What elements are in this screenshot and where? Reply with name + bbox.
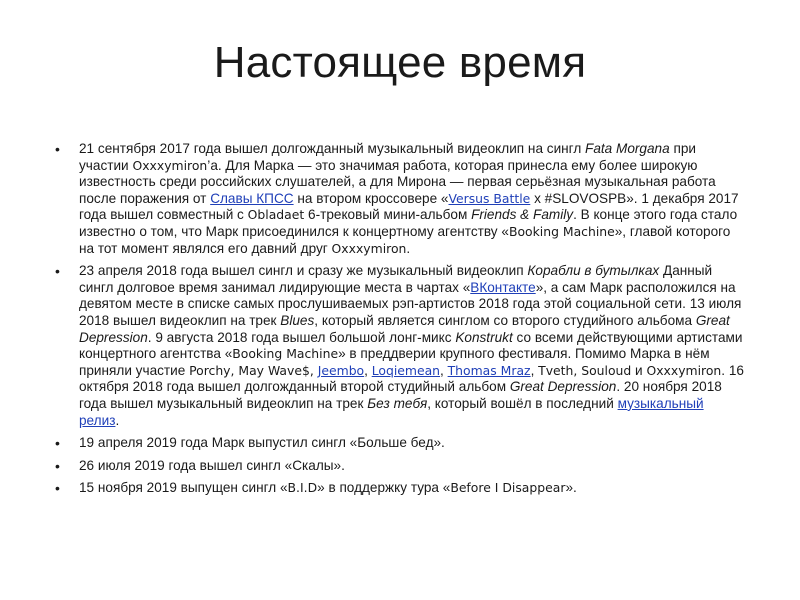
bullet-text: » в поддержку тура « (317, 480, 451, 496)
bullet-text: . 20 ноября 2018 года вышел музыкальный видеоклип на трек (79, 379, 722, 411)
bullet-text: , (440, 362, 448, 378)
link-jeembo[interactable]: Jeembo (317, 362, 365, 378)
bullet-2018 (55, 263, 745, 429)
track-title: Без тебя (367, 395, 428, 411)
bullet-text: . (406, 240, 411, 256)
bullet-text: » в преддверии крупного фестиваля. Помимо Марка в нём приняли участие (79, 346, 710, 378)
bullet-text: 6-трековый мини-альбом (304, 207, 472, 223)
tour-title: Before I Disappear (450, 480, 566, 496)
bullet-text: Данный сингл долговое время занимал лидирующие места в чартах « (79, 263, 713, 295)
artist-name: Oxxxymiron (646, 362, 722, 378)
bullet-list (55, 141, 745, 503)
bullet-text: ’а. Для Марка — это значимая работа, которая принесла ему более широкую известность среди российских слушателей, а для Мирона — первая серьёзная музыкальная работа после поражения от (79, 157, 716, 206)
bullet-text: , который является синглом со второго студийного альбома (314, 312, 696, 328)
single-title: B.I.D (287, 480, 318, 496)
agency-name: Booking Machine (508, 223, 615, 239)
track-title: Blues (280, 312, 315, 328)
artist-name: Tveth, Souloud (538, 362, 632, 378)
bullet-text: . (115, 412, 120, 428)
bullet-text: . 16 октября 2018 года вышел долгожданный второй студийный альбом (79, 362, 744, 395)
bullet-text: , (364, 362, 372, 378)
bullet-apr-2019: • 19 апреля 2019 года Марк выпустил сингл «Больше бед». (55, 435, 745, 452)
bullet-text: ». (565, 480, 577, 496)
artist-name: Obladaet (247, 207, 305, 223)
slide-title: Настоящее время (213, 38, 587, 87)
link-versus-battle[interactable]: Versus Battle (448, 190, 531, 206)
link-vkontakte[interactable]: ВКонтакте (470, 279, 536, 295)
bullet-text: », а сам Марк расположился на девятом месте в списке самых прослушиваемых рэп-артистов 2018 года этой социальной сети. 13 июля 2018 вышел видеоклип на трек (79, 279, 742, 328)
bullet-text: при участии (79, 141, 696, 173)
bullet-text: . В конце этого года стало известно о том, что Марк присоединился к концертному агентству « (79, 207, 738, 239)
bullet-text: 21 сентября 2017 года вышел долгожданный музыкальный видеоклип на сингл (79, 141, 586, 156)
artist-name: Oxxxymiron (132, 157, 208, 173)
bullet-jul-2019: • 26 июля 2019 года вышел сингл «Скалы». (55, 458, 745, 475)
bullet-text: , (530, 362, 539, 378)
single-title: Корабли в бутылках (527, 263, 660, 279)
bullet-text: », главой которого на тот момент являлся его давний друг (79, 223, 731, 256)
album-title: Friends & Family (471, 207, 574, 223)
link-loqiemean[interactable]: Loqiemean (371, 362, 441, 378)
bullet-nov-2019 (55, 480, 745, 497)
artist-name: Oxxxymiron (331, 240, 407, 256)
agency-name: Booking Machine (232, 346, 339, 362)
bullet-text: и (631, 362, 647, 378)
track-title: Konstrukt (455, 329, 513, 345)
bullet-text: x #SLOVOSPB». 1 декабря 2017 года вышел совместный с (79, 190, 739, 223)
link-thomas-mraz[interactable]: Thomas Mraz (447, 362, 531, 378)
link-slava-kpss[interactable]: Славы КПСС (210, 190, 294, 206)
bullet-text: , который вошёл в последний (427, 395, 618, 411)
bullet-text: 23 апреля 2018 года вышел сингл и сразу же музыкальный видеоклип (79, 263, 528, 279)
single-title: Fata Morgana (585, 141, 670, 156)
bullet-2017 (55, 141, 745, 257)
album-title: Great Depression (79, 312, 730, 345)
artist-name: Porchy, May Wave$, (189, 362, 318, 378)
bullet-text: на втором кроссовере « (293, 190, 449, 206)
bullet-text: . 9 августа 2018 года вышел большой лонг-микс (147, 329, 456, 345)
link-music-release[interactable]: музыкальный релиз (79, 395, 704, 428)
bullet-text: со всеми действующими артистами концертного агентства « (79, 329, 743, 362)
album-title: Great Depression (509, 379, 617, 395)
bullet-text: 15 ноября 2019 выпущен сингл « (79, 480, 288, 496)
